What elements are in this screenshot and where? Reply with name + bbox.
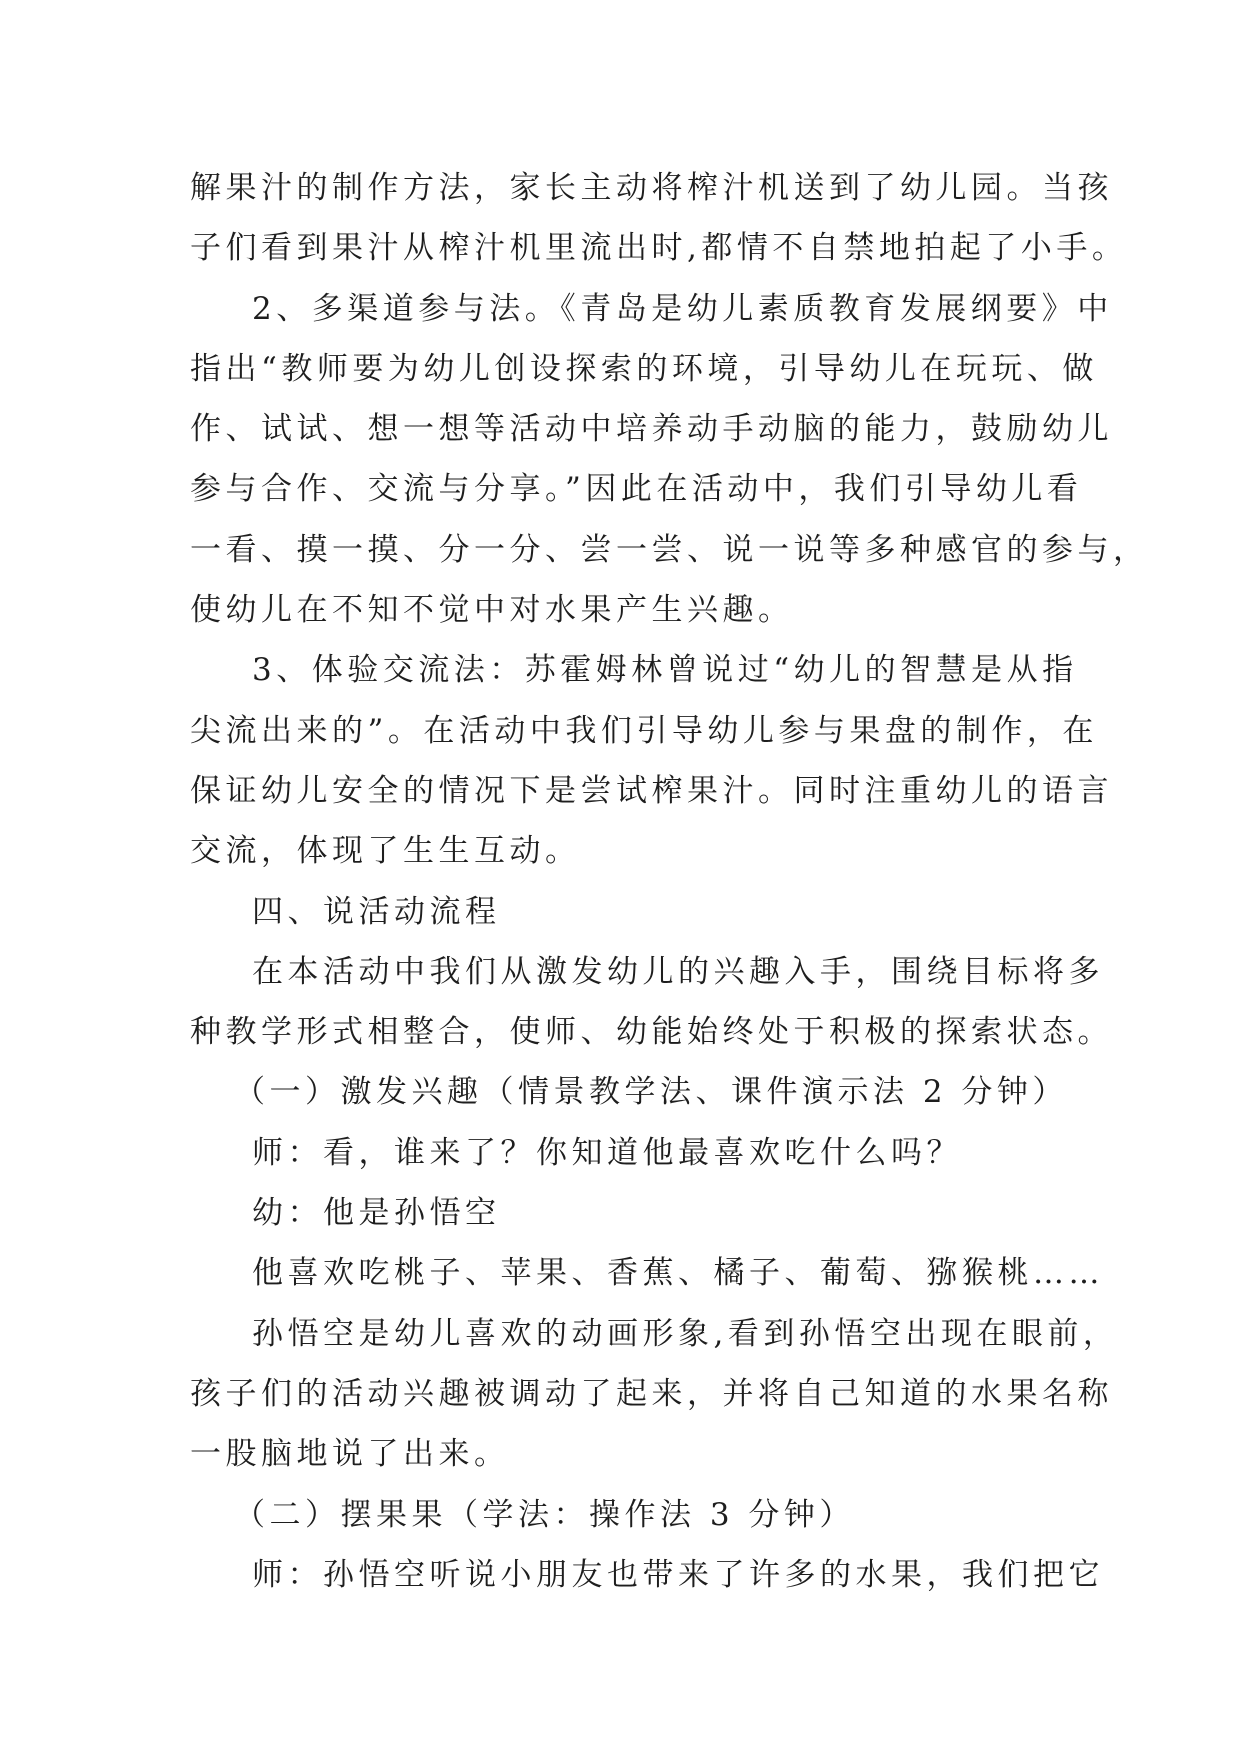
text-line: 他喜欢吃桃子、苹果、香蕉、橘子、葡萄、猕猴桃…… <box>252 1255 1104 1292</box>
text-line: 子们看到果汁从榨汁机里流出时,都情不自禁地拍起了小手。 <box>190 230 1128 267</box>
text-line: 3、体验交流法：苏霍姆林曾说过“幼儿的智慧是从指 <box>252 652 1078 689</box>
text-line: 使幼儿在不知不觉中对水果产生兴趣。 <box>190 592 794 629</box>
subsection-heading: （一）激发兴趣（情景教学法、课件演示法 2 分钟） <box>234 1074 1068 1111</box>
text-line: 幼：他是孙悟空 <box>252 1195 501 1232</box>
text-line: 2、多渠道参与法。《青岛是幼儿素质教育发展纲要》中 <box>252 290 1113 327</box>
text-line: 一看、摸一摸、分一分、尝一尝、说一说等多种感官的参与， <box>190 531 1149 568</box>
subsection-heading: （二）摆果果（学法：操作法 3 分钟） <box>234 1496 855 1533</box>
body-text <box>190 158 1149 1605</box>
section-heading: 四、说活动流程 <box>252 893 501 930</box>
text-line: 一股脑地说了出来。 <box>190 1436 510 1473</box>
text-line: 解果汁的制作方法，家长主动将榨汁机送到了幼儿园。当孩 <box>190 170 1113 206</box>
text-line: 尖流出来的”。在活动中我们引导幼儿参与果盘的制作，在 <box>190 712 1098 749</box>
text-line: 在本活动中我们从激发幼儿的兴趣入手，围绕目标将多 <box>252 953 1104 990</box>
text-line: 交流，体现了生生互动。 <box>190 833 581 870</box>
text-line: 作、试试、想一想等活动中培养动手动脑的能力，鼓励幼儿 <box>190 411 1113 448</box>
text-line: 种教学形式相整合，使师、幼能始终处于积极的探索状态。 <box>190 1014 1113 1051</box>
text-line: 孙悟空是幼儿喜欢的动画形象,看到孙悟空出现在眼前， <box>252 1315 1119 1352</box>
text-line: 保证幼儿安全的情况下是尝试榨果汁。同时注重幼儿的语言 <box>190 772 1113 809</box>
text-line: 孩子们的活动兴趣被调动了起来，并将自己知道的水果名称 <box>190 1375 1113 1412</box>
text-line: 师：孙悟空听说小朋友也带来了许多的水果，我们把它 <box>252 1556 1104 1593</box>
text-line: 参与合作、交流与分享。”因此在活动中，我们引导幼儿看 <box>190 471 1083 508</box>
text-line: 指出“教师要为幼儿创设探索的环境，引导幼儿在玩玩、做 <box>190 350 1098 387</box>
text-line: 师：看，谁来了？你知道他最喜欢吃什么吗？ <box>252 1134 962 1171</box>
